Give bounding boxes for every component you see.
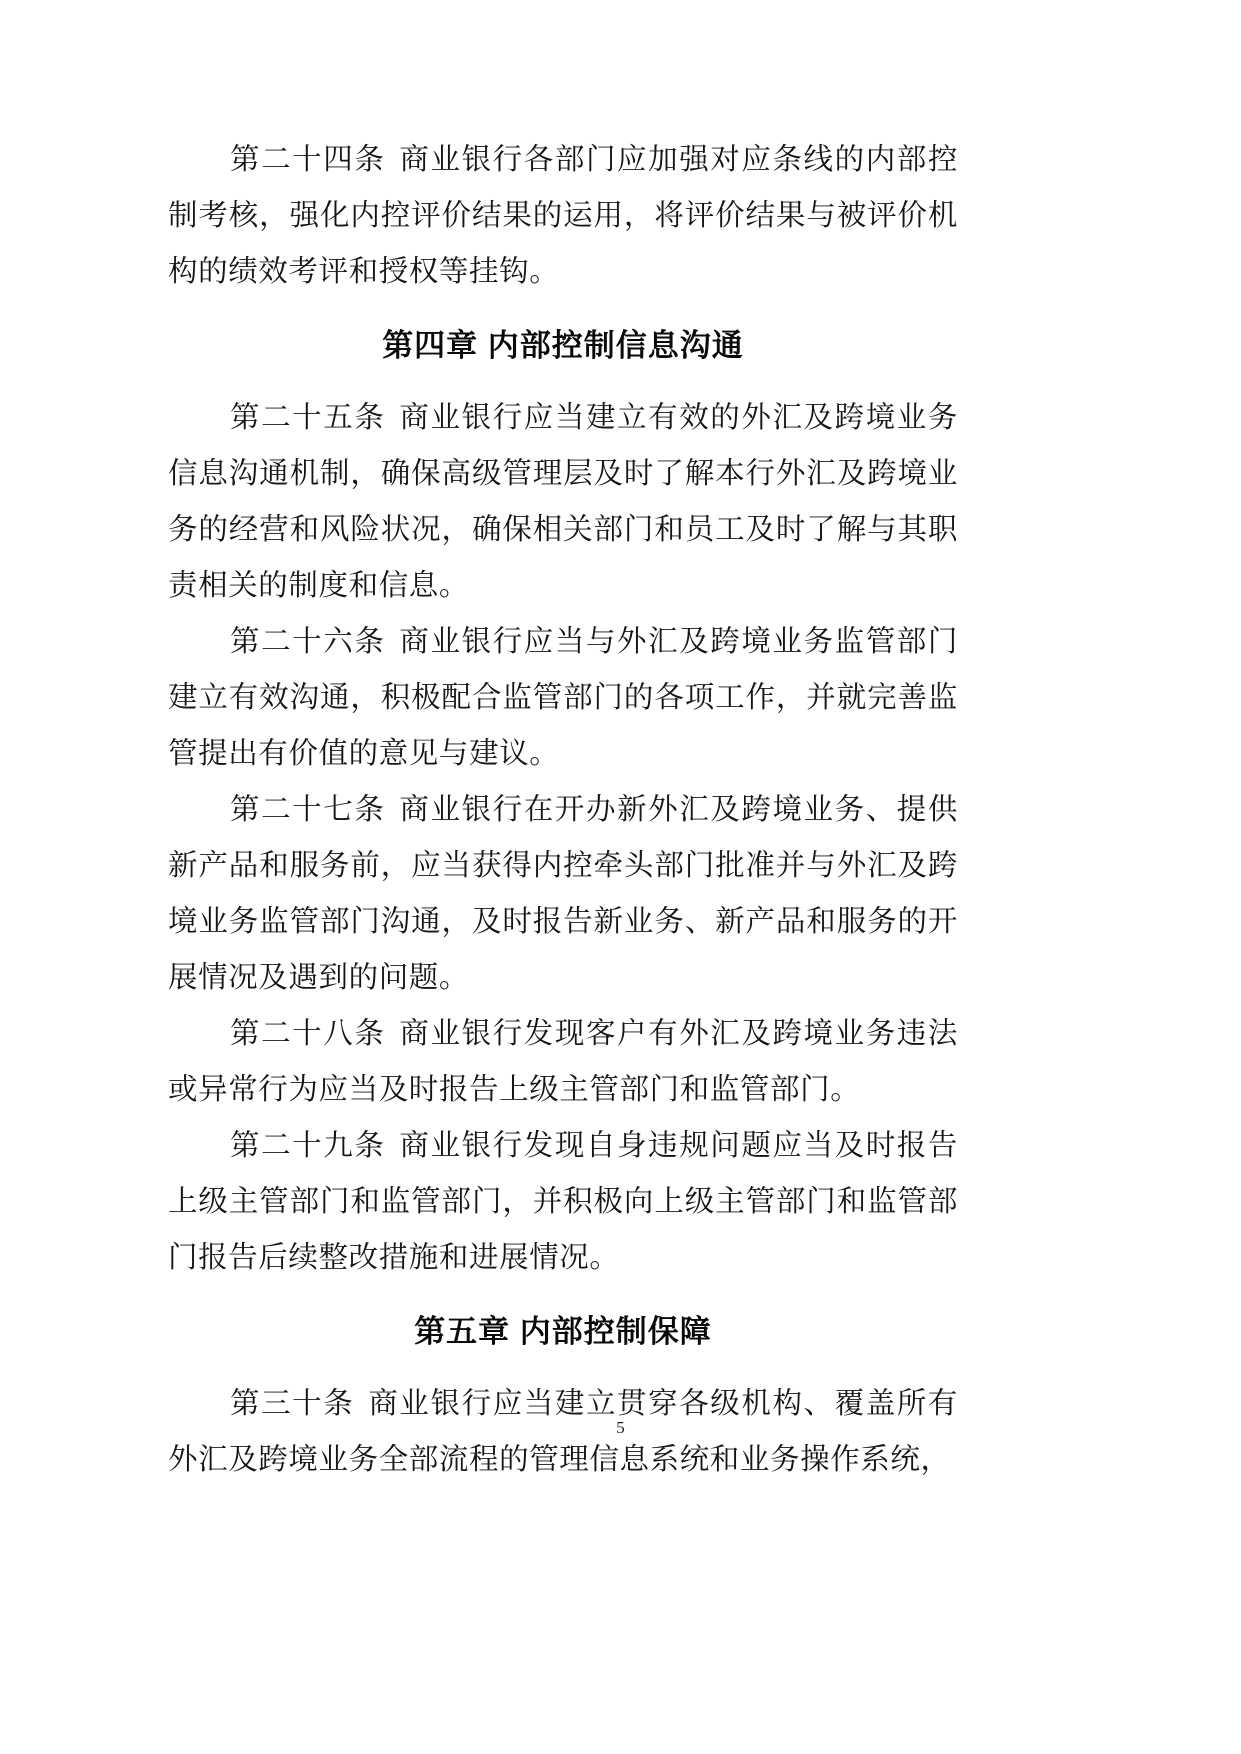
article-27-label: 第二十七条 [230, 794, 386, 826]
article-26-text: 商业银行应当与外汇及跨境业务监管部门建立有效沟通，积极配合监管部门的各项工作，并就完善监管提出有价值的意见与建议。 [168, 626, 958, 770]
article-27-text: 商业银行在开办新外汇及跨境业务、提供新产品和服务前，应当获得内控牵头部门批准并与外汇及跨境业务监管部门沟通，及时报告新业务、新产品和服务的开展情况及遇到的问题。 [168, 794, 958, 994]
article-28-label: 第二十八条 [230, 1018, 386, 1050]
article-25-text: 商业银行应当建立有效的外汇及跨境业务信息沟通机制，确保高级管理层及时了解本行外汇及跨境业务的经营和风险状况，确保相关部门和员工及时了解与其职责相关的制度和信息。 [168, 402, 958, 602]
chapter-5-heading: 第五章 内部控制保障 [414, 1314, 712, 1349]
article-29-paragraph [168, 1118, 958, 1286]
article-28-text: 商业银行发现客户有外汇及跨境业务违法或异常行为应当及时报告上级主管部门和监管部门。 [168, 1018, 958, 1106]
article-28-paragraph [168, 1006, 958, 1118]
article-30-text: 商业银行应当建立贯穿各级机构、覆盖所有外汇及跨境业务全部流程的管理信息系统和业务操作系统， [168, 1388, 959, 1476]
article-29-label: 第二十九条 [230, 1130, 386, 1162]
article-24-paragraph [168, 132, 958, 300]
article-24-label: 第二十四条 [230, 144, 386, 176]
article-25-label: 第二十五条 [230, 402, 386, 434]
article-26-paragraph [168, 614, 958, 782]
article-30-label: 第三十条 [230, 1388, 355, 1420]
page-content [168, 132, 958, 1488]
chapter-4-heading: 第四章 内部控制信息沟通 [382, 328, 744, 363]
article-27-paragraph [168, 782, 958, 1006]
article-26-label: 第二十六条 [230, 626, 386, 658]
article-24-text: 商业银行各部门应加强对应条线的内部控制考核，强化内控评价结果的运用，将评价结果与被评价机构的绩效考评和授权等挂钩。 [168, 144, 958, 288]
article-29-text: 商业银行发现自身违规问题应当及时报告上级主管部门和监管部门，并积极向上级主管部门和监管部门报告后续整改措施和进展情况。 [168, 1130, 958, 1274]
page-number: 5 [616, 1418, 625, 1437]
article-25-paragraph [168, 390, 958, 614]
